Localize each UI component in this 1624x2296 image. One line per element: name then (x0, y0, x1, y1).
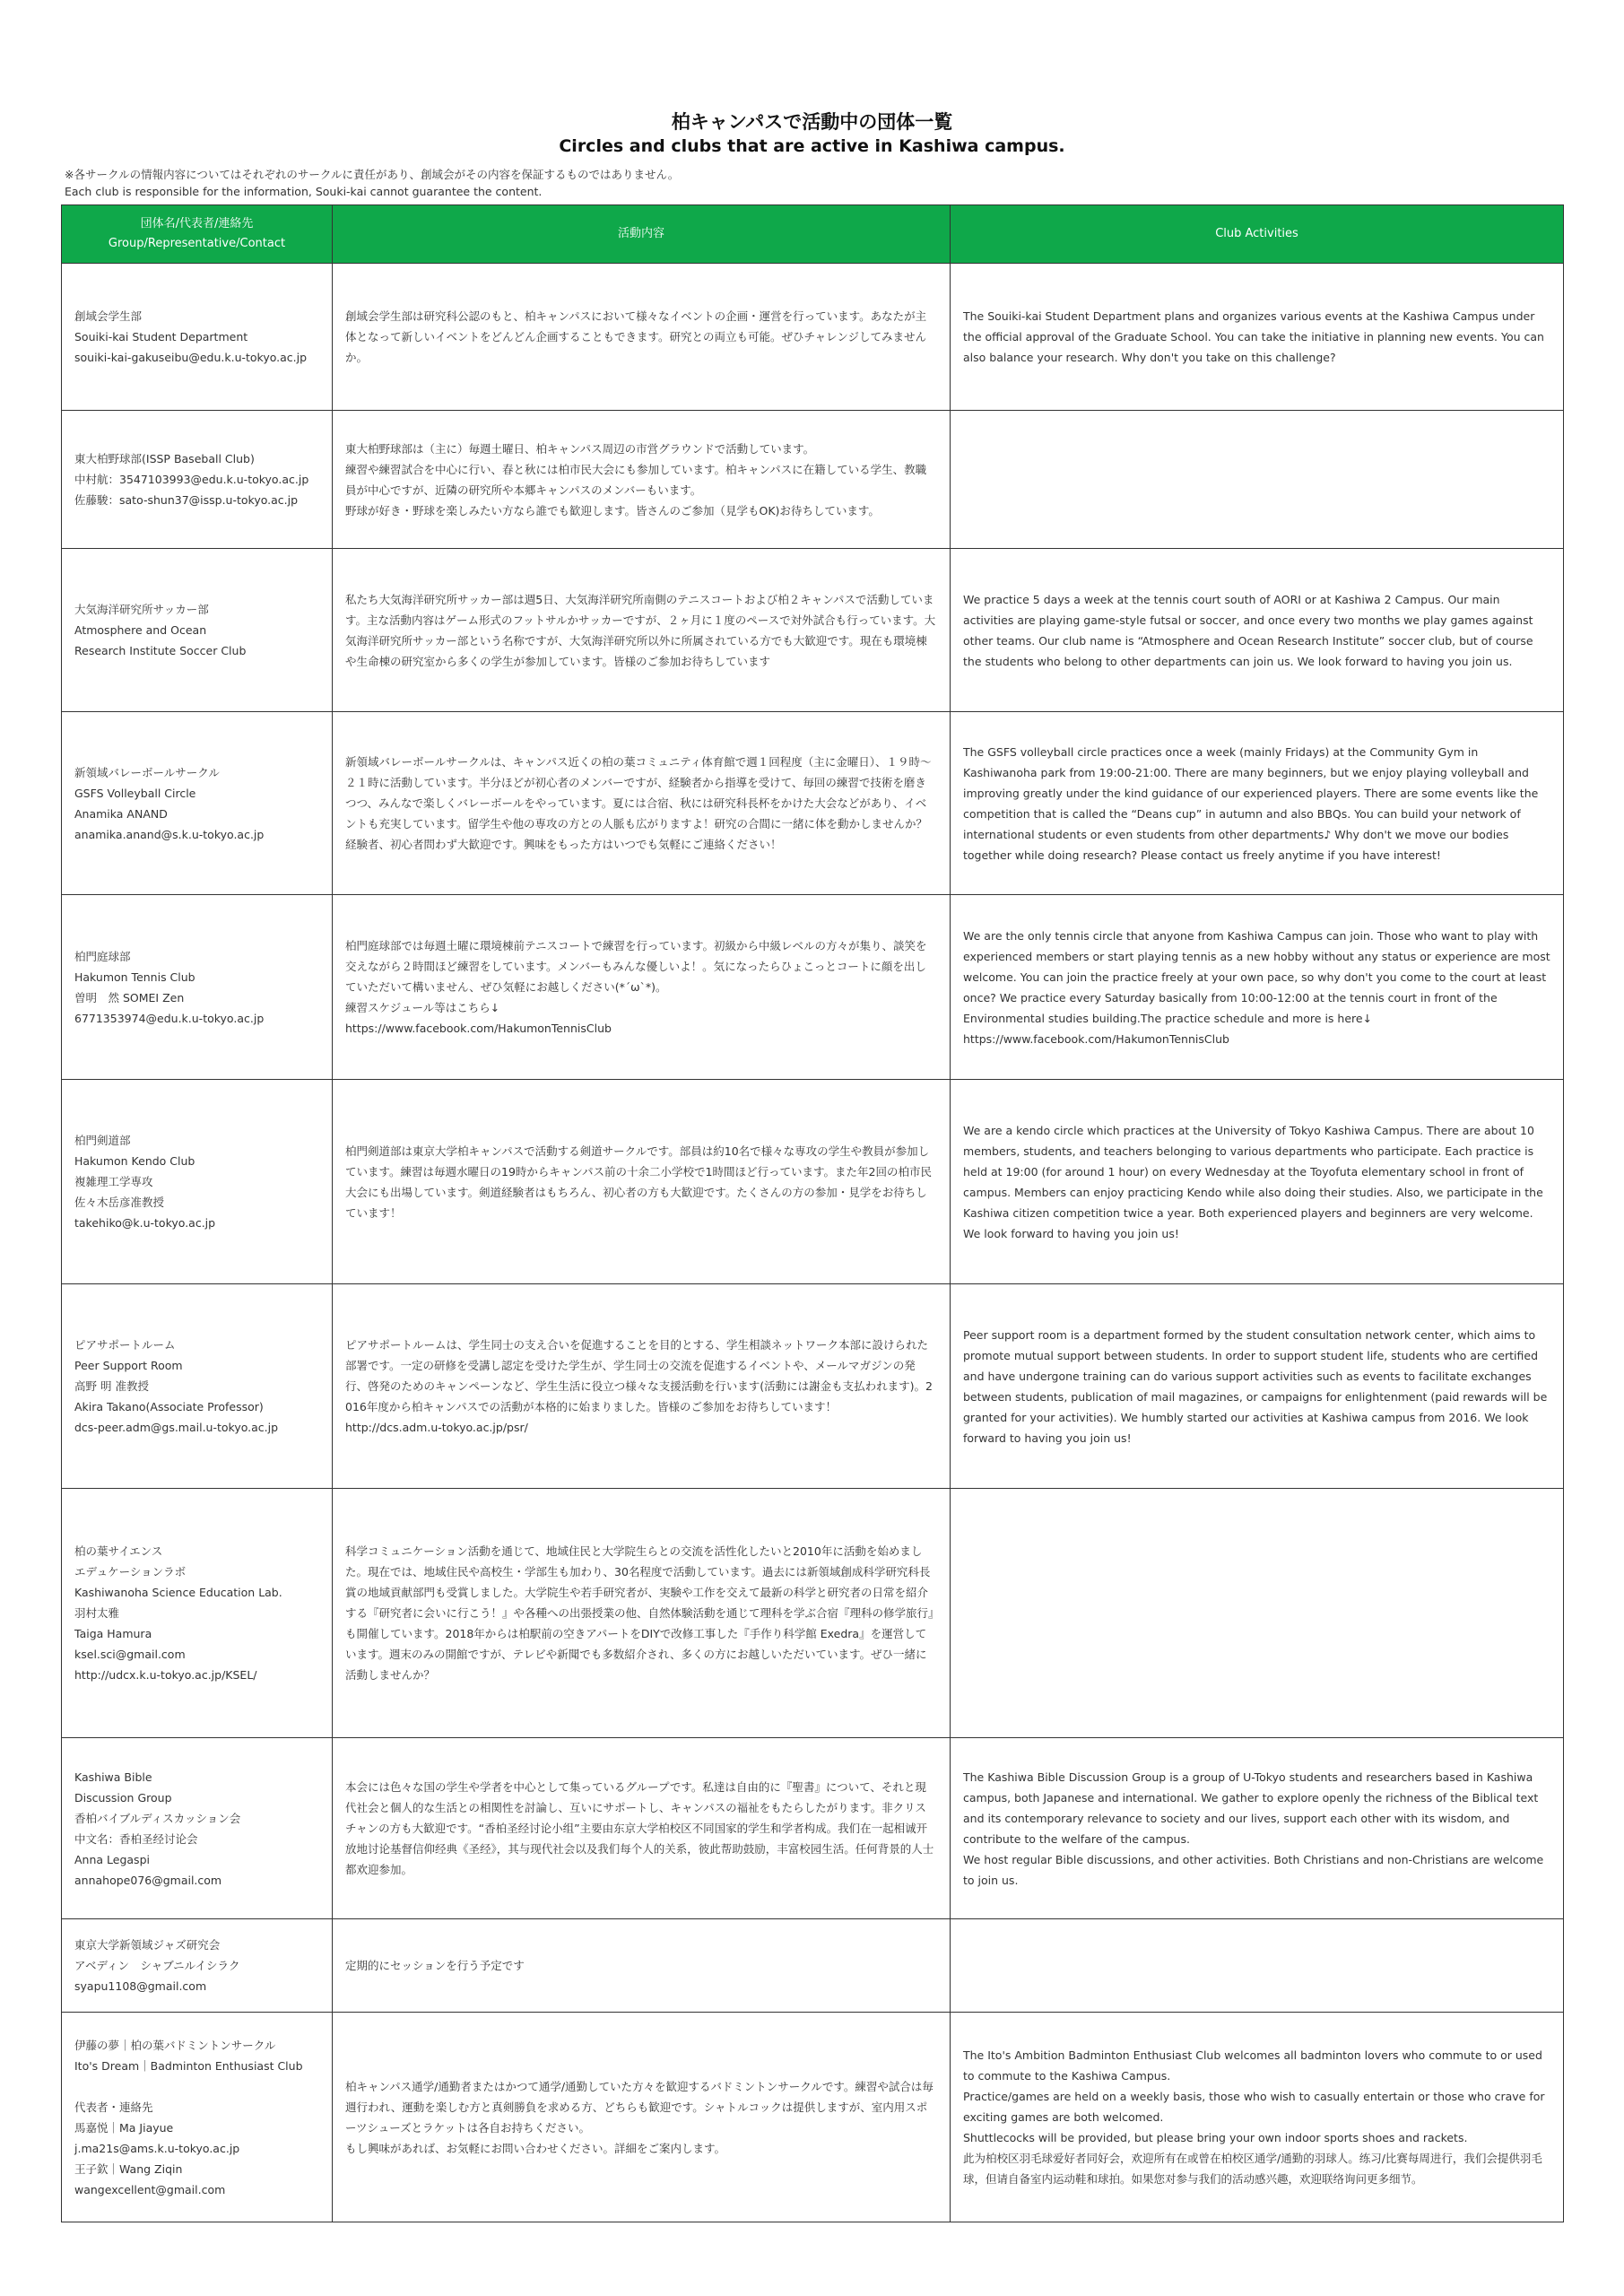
table-row (62, 1489, 1564, 1738)
activity-ja-cell: 創域会学生部は研究科公認のもと、柏キャンパスにおいて様々なイベントの企画・運営を行っています。あなたが主体となって新しいイベントをどんどん企画することもできます。研究との両立も可能。ぜひチャレンジしてみませんか。 (333, 264, 951, 411)
activity-ja-cell: 本会には色々な国の学生や学者を中心として集っているグループです。私達は自由的に『聖書』について、それと現代社会と個人的な生活との相関性を討論し、互いにサポートし、キャンパスの福祉をもたらしたがります。非クリスチャンの方も大歓迎です。“香柏圣经讨论小组”主要由东京大学柏校区不同国家的学生和学者构成。我们在一起相诚开放地讨论基督信仰经典《圣经》，其与现代社会以及我们每个人的关系，彼此帮助鼓励，丰富校园生活。任何背景的人士都欢迎参加。 (333, 1738, 951, 1919)
page-title-en: Circles and clubs that are active in Kashiwa campus. (559, 136, 1065, 156)
activity-en-cell (951, 1919, 1564, 2013)
table-row (62, 549, 1564, 712)
group-cell: 創域会学生部 Souiki-kai Student Department souiki-kai-gakuseibu@edu.k.u-tokyo.ac.jp (62, 264, 333, 411)
activity-ja-cell: 定期的にセッションを行う予定です (333, 1919, 951, 2013)
group-cell: 伊藤の夢｜柏の葉バドミントンサークル Ito's Dream｜Badminton Enthusiast Club 代表者・連絡先 馬嘉悦｜Ma Jiayue j.ma21s@ams.k.u-tokyo.ac.jp 王子欽｜Wang Ziqin wangexcellent@gmail.com (62, 2013, 333, 2222)
table-row (62, 411, 1564, 549)
activity-ja-cell: 科学コミュニケーション活動を通じて、地域住民と大学院生らとの交流を活性化したいと2010年に活動を始めました。現在では、地域住民や高校生・学部生も加わり、30名程度で活動しています。過去には新領域創成科学研究科長賞の地域貢献部門も受賞しました。大学院生や若手研究者が、実験や工作を交えて最新の科学と研究者の日常を紹介する『研究者に会いに行こう！』や各種への出張授業の他、自然体験活動を通じて理科を学ぶ合宿『理科の修学旅行』も開催しています。2018年からは柏駅前の空きアパートをDIYで改修工事した『手作り科学館 Exedra』を運営しています。週末のみの開館ですが、テレビや新聞でも多数紹介され、多くの方にお越しいただいています。ぜひ一緒に活動しませんか？ (333, 1489, 951, 1738)
activity-en-cell: We practice 5 days a week at the tennis court south of AORI or at Kashiwa 2 Campus. Our main activities are playing game-style futsal or soccer, and once every two months we play games against other teams. Our club name is “Atmosphere and Ocean Research Institute” soccer club, but of course the students who belong to other departments can join us. We look forward to having you join us. (951, 549, 1564, 712)
table-row (62, 264, 1564, 411)
column-header-activity-ja: 活動内容 (333, 205, 951, 264)
group-cell: 柏門剣道部 Hakumon Kendo Club 複雑理工学専攻 佐々木岳彦准教授 takehiko@k.u-tokyo.ac.jp (62, 1080, 333, 1284)
disclaimer-en: Each club is responsible for the information, Souki-kai cannot guarantee the content. (65, 185, 543, 198)
table-row (62, 712, 1564, 895)
page-title-ja: 柏キャンパスで活動中の団体一覧 (671, 111, 953, 133)
table-row (62, 895, 1564, 1080)
clubs-table (61, 204, 1564, 2222)
activity-ja-cell: 私たち大気海洋研究所サッカー部は週5日、大気海洋研究所南側のテニスコートおよび柏２キャンパスで活動しています。主な活動内容はゲーム形式のフットサルかサッカーですが、２ヶ月に１度のペースで対外試合も行っています。大気海洋研究所サッカー部という名称ですが、大気海洋研究所以外に所属されている方でも大歓迎です。現在も環境棟や生命棟の研究室から多くの学生が参加しています。皆様のご参加お待ちしています (333, 549, 951, 712)
table-row (62, 1284, 1564, 1489)
activity-en-cell (951, 1489, 1564, 1738)
table-row (62, 1738, 1564, 1919)
activity-ja-cell: 新領域バレーボールサークルは、キャンパス近くの柏の葉コミュニティ体育館で週１回程度（主に金曜日）、１９時～２１時に活動しています。半分ほどが初心者のメンバーですが、経験者から指導を受けて、毎回の練習で技術を磨きつつ、みんなで楽しくバレーボールをやっています。夏には合宿、秋には研究科長杯をかけた大会などがあり、イベントも充実しています。留学生や他の専攻の方との人脈も広がりますよ！研究の合間に一緒に体を動かしませんか？経験者、初心者問わず大歓迎です。興味をもった方はいつでも気軽にご連絡ください！ (333, 712, 951, 895)
activity-ja-cell: 柏門剣道部は東京大学柏キャンパスで活動する剣道サークルです。部員は約10名で様々な専攻の学生や教員が参加しています。練習は毎週水曜日の19時からキャンパス前の十余二小学校で1時間ほど行っています。また年2回の柏市民大会にも出場しています。剣道経験者はもちろん、初心者の方も大歓迎です。たくさんの方の参加・見学をお待ちしています！ (333, 1080, 951, 1284)
group-cell: ピアサポートルーム Peer Support Room 高野 明 准教授 Akira Takano(Associate Professor) dcs-peer.adm@gs.mail.u-tokyo.ac.jp (62, 1284, 333, 1489)
activity-en-cell: We are a kendo circle which practices at the University of Tokyo Kashiwa Campus. There are about 10 members, students, and teachers belonging to various departments who participate. Each practice is held at 19:00 (for around 1 hour) on every Wednesday at the Toyofuta elementary school in front of campus. Members can enjoy practicing Kendo while also doing their studies. Also, we participate in the Kashiwa citizen competition twice a year. Both experienced players and beginners are very welcome. We look forward to having you join us! (951, 1080, 1564, 1284)
activity-en-cell: The GSFS volleyball circle practices once a week (mainly Fridays) at the Community Gym in Kashiwanoha park from 19:00-21:00. There are many beginners, but we enjoy playing volleyball and improving greatly under the kind guidance of our experienced players. There are some events like the competition that is called the “Deans cup” in autumn and also BBQs. You can build your network of international students or even students from other departments♪ Why don't we move our bodies together while doing research? Please contact us freely anytime if you have interest! (951, 712, 1564, 895)
activity-ja-cell: 柏キャンパス通学/通勤者またはかつて通学/通勤していた方々を歓迎するバドミントンサークルです。練習や試合は毎週行われ、運動を楽しむ方と真剣勝負を求める方、どちらも歓迎です。シャトルコックは提供しますが、室内用スポーツシューズとラケットは各自お持ちください。 もし興味があれば、お気軽にお問い合わせください。詳細をご案内します。 (333, 2013, 951, 2222)
activity-en-cell: The Ito's Ambition Badminton Enthusiast Club welcomes all badminton lovers who commute to or used to commute to the Kashiwa Campus. Practice/games are held on a weekly basis, those who wish to casually entertain or those who crave for exciting games are both welcomed. Shuttlecocks will be provided, but please bring your own indoor sports shoes and rackets. 此为柏校区羽毛球爱好者同好会，欢迎所有在或曾在柏校区通学/通勤的羽球人。练习/比赛每周进行，我们会提供羽毛球，但请自备室内运动鞋和球拍。如果您对参与我们的活动感兴趣，欢迎联络询问更多细节。 (951, 2013, 1564, 2222)
table-row (62, 2013, 1564, 2222)
group-cell: 大気海洋研究所サッカー部 Atmosphere and Ocean Research Institute Soccer Club (62, 549, 333, 712)
group-cell: Kashiwa Bible Discussion Group 香柏バイブルディスカッション会 中文名：香柏圣经讨论会 Anna Legaspi annahope076@gmail.com (62, 1738, 333, 1919)
group-cell: 柏の葉サイエンス エデュケーションラボ Kashiwanoha Science Education Lab. 羽村太雅 Taiga Hamura ksel.sci@gmail.com http://udcx.k.u-tokyo.ac.jp/KSEL/ (62, 1489, 333, 1738)
group-cell: 柏門庭球部 Hakumon Tennis Club 曽明 然 SOMEI Zen 6771353974@edu.k.u-tokyo.ac.jp (62, 895, 333, 1080)
activity-en-cell: Peer support room is a department formed by the student consultation network center, which aims to promote mutual support between students. In order to support student life, students who are certified and have undergone training can do various support activities such as events to facilitate exchanges between students, publication of mail magazines, or campaigns for enlightenment (paid rewards will be granted for your activities). We humbly started our activities at Kashiwa campus from 2016. We look forward to having you join us! (951, 1284, 1564, 1489)
group-cell: 新領域バレーボールサークル GSFS Volleyball Circle Anamika ANAND anamika.anand@s.k.u-tokyo.ac.jp (62, 712, 333, 895)
table-row (62, 1080, 1564, 1284)
activity-ja-cell: 東大柏野球部は（主に）毎週土曜日、柏キャンパス周辺の市営グラウンドで活動しています。 練習や練習試合を中心に行い、春と秋には柏市民大会にも参加しています。柏キャンパスに在籍している学生、教職員が中心ですが、近隣の研究所や本郷キャンパスのメンバーもいます。 野球が好き・野球を楽しみたい方なら誰でも歓迎します。皆さんのご参加（見学もOK)お待ちしています。 (333, 411, 951, 549)
activity-ja-cell: ピアサポートルームは、学生同士の支え合いを促進することを目的とする、学生相談ネットワーク本部に設けられた部署です。一定の研修を受講し認定を受けた学生が、学生同士の交流を促進するイベントや、メールマガジンの発行、啓発のためのキャンペーンなど、学生生活に役立つ様々な支援活動を行います(活動には謝金も支払われます)。2016年度から柏キャンパスでの活動が本格的に始まりました。皆様のご参加をお待ちしています！ http://dcs.adm.u-tokyo.ac.jp/psr/ (333, 1284, 951, 1489)
activity-en-cell: The Souiki-kai Student Department plans and organizes various events at the Kashiwa Campus under the official approval of the Graduate School. You can take the initiative in planning new events. You can also balance your research. Why don't you take on this challenge? (951, 264, 1564, 411)
activity-en-cell (951, 411, 1564, 549)
group-cell: 東大柏野球部(ISSP Baseball Club) 中村航：3547103993@edu.k.u-tokyo.ac.jp 佐藤駿：sato-shun37@issp.u-tokyo.ac.jp (62, 411, 333, 549)
disclaimer-ja: ※各サークルの情報内容についてはそれぞれのサークルに責任があり、創域会がその内容を保証するものではありません。 (65, 168, 680, 181)
column-header-activity-en: Club Activities (951, 205, 1564, 264)
group-cell: 東京大学新領域ジャズ研究会 アベディン シャブニルイシラク syapu1108@gmail.com (62, 1919, 333, 2013)
table-header-row (62, 205, 1564, 264)
table-row (62, 1919, 1564, 2013)
activity-en-cell: The Kashiwa Bible Discussion Group is a group of U-Tokyo students and researchers based in Kashiwa campus, both Japanese and international. We gather to explore openly the richness of the Biblical text and its contemporary relevance to society and our lives, support each other with its wisdom, and contribute to the welfare of the campus. We host regular Bible discussions, and other activities. Both Christians and non-Christians are welcome to join us. (951, 1738, 1564, 1919)
column-header-group: 団体名/代表者/連絡先 Group/Representative/Contact (62, 205, 333, 264)
activity-ja-cell: 柏門庭球部では毎週土曜に環境棟前テニスコートで練習を行っています。初級から中級レベルの方々が集り、談笑を交えながら２時間ほど練習をしています。メンバーもみんな優しいよ！。気になったらひょこっとコートに顔を出していただいて構いません、ぜひ気軽にお越しください(*´ω`*)。 練習スケジュール等はこちら↓ https://www.facebook.com/HakumonTennisClub (333, 895, 951, 1080)
activity-en-cell: We are the only tennis circle that anyone from Kashiwa Campus can join. Those who want to play with experienced members or start playing tennis as a new hobby without any status or experience are most welcome. You can join the practice freely at your own pace, so why don't you come to the court at least once? We practice every Saturday basically from 10:00-12:00 at the tennis court in front of the Environmental studies building.The practice schedule and more is here↓ https://www.facebook.com/HakumonTennisClub (951, 895, 1564, 1080)
